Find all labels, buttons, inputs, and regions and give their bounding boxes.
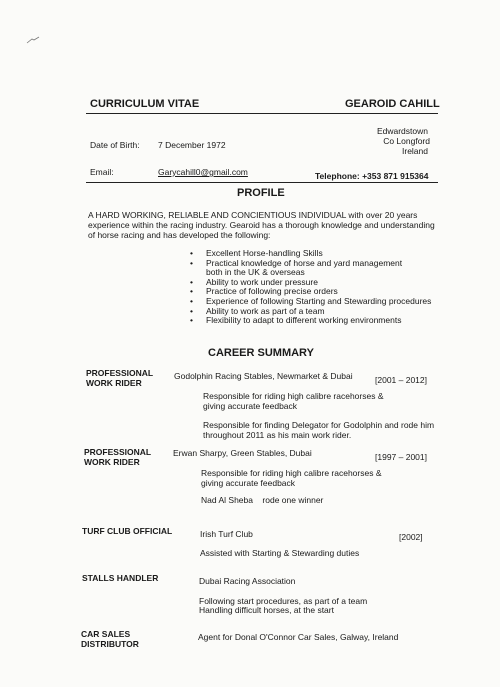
header-rule (86, 113, 438, 114)
profile-heading: PROFILE (237, 187, 285, 199)
job-title-line: PROFESSIONAL (84, 447, 152, 457)
skills-list (190, 249, 431, 326)
skill-item: • Practical knowledge of horse and yard management both in the UK & overseas (190, 259, 431, 278)
job-detail-line: Following start procedures, as part of a team (199, 596, 368, 606)
address-line-2: Co Longford (383, 136, 430, 146)
skill-item: • Ability to work as part of a team (190, 307, 431, 317)
dob-value: 7 December 1972 (158, 140, 226, 150)
doc-title: CURRICULUM VITAE (90, 98, 200, 110)
person-name: GEAROID CAHILL (345, 98, 440, 110)
skill-item: • Ability to work under pressure (190, 278, 431, 288)
profile-intro-2: experience within the racing industry. Gearoid has a thorough knowledge and understanding (88, 220, 435, 230)
job-employer: Godolphin Racing Stables, Newmarket & Dubai (174, 371, 353, 381)
dob-label: Date of Birth: (90, 140, 140, 150)
job-dates: [1997 – 2001] (375, 452, 427, 462)
skill-item: • Practice of following precise orders (190, 287, 431, 297)
job-detail-line: Assisted with Starting & Stewarding duties (200, 548, 360, 558)
job-title-line: CAR SALES (81, 629, 131, 639)
job-detail-line: Responsible for riding high calibre racehorses & (203, 391, 384, 401)
job-title-line: WORK RIDER (84, 457, 140, 467)
job-title-line: TURF CLUB OFFICIAL (82, 526, 173, 536)
profile-intro-3: of horse racing and has developed the following: (88, 230, 271, 240)
skill-item: • Flexibility to adapt to different working environments (190, 316, 431, 326)
contact-rule (86, 182, 438, 183)
skill-item: • Excellent Horse-handling Skills (190, 249, 431, 259)
career-heading: CAREER SUMMARY (208, 347, 314, 359)
job-title-line: DISTRIBUTOR (81, 639, 139, 649)
job-detail-line: throughout 2011 as his main work rider. (203, 430, 352, 440)
job-title-line: STALLS HANDLER (82, 573, 159, 583)
job-dates: [2001 – 2012] (375, 375, 427, 385)
job-title-line: WORK RIDER (86, 378, 142, 388)
job-detail-line: Handling difficult horses, at the start (199, 605, 334, 615)
job-detail-line: Nad Al Sheba rode one winner (201, 495, 324, 505)
job-title-line: PROFESSIONAL (86, 368, 154, 378)
skill-item: • Experience of following Starting and Stewarding procedures (190, 297, 431, 307)
job-dates: [2002] (399, 532, 423, 542)
address-line-3: Ireland (402, 146, 428, 156)
email-label: Email: (90, 167, 114, 177)
job-detail-line: Responsible for finding Delegator for Godolphin and rode him (203, 420, 435, 430)
profile-intro-1: A HARD WORKING, RELIABLE AND CONCIENTIOUS INDIVIDUAL with over 20 years (88, 210, 418, 220)
job-employer: Irish Turf Club (200, 529, 253, 539)
scan-mark (26, 36, 40, 44)
telephone: Telephone: +353 871 915364 (315, 171, 429, 181)
job-employer: Agent for Donal O'Connor Car Sales, Galway, Ireland (198, 632, 399, 642)
job-employer: Dubai Racing Association (199, 576, 296, 586)
job-detail-line: Responsible for riding high calibre racehorses & (201, 468, 382, 478)
address-line-1: Edwardstown (376, 126, 428, 136)
job-detail-line: giving accurate feedback (203, 401, 298, 411)
job-employer: Erwan Sharpy, Green Stables, Dubai (173, 448, 312, 458)
job-detail-line: giving accurate feedback (201, 478, 296, 488)
email-link[interactable]: Garycahill0@gmail.com (158, 167, 248, 177)
